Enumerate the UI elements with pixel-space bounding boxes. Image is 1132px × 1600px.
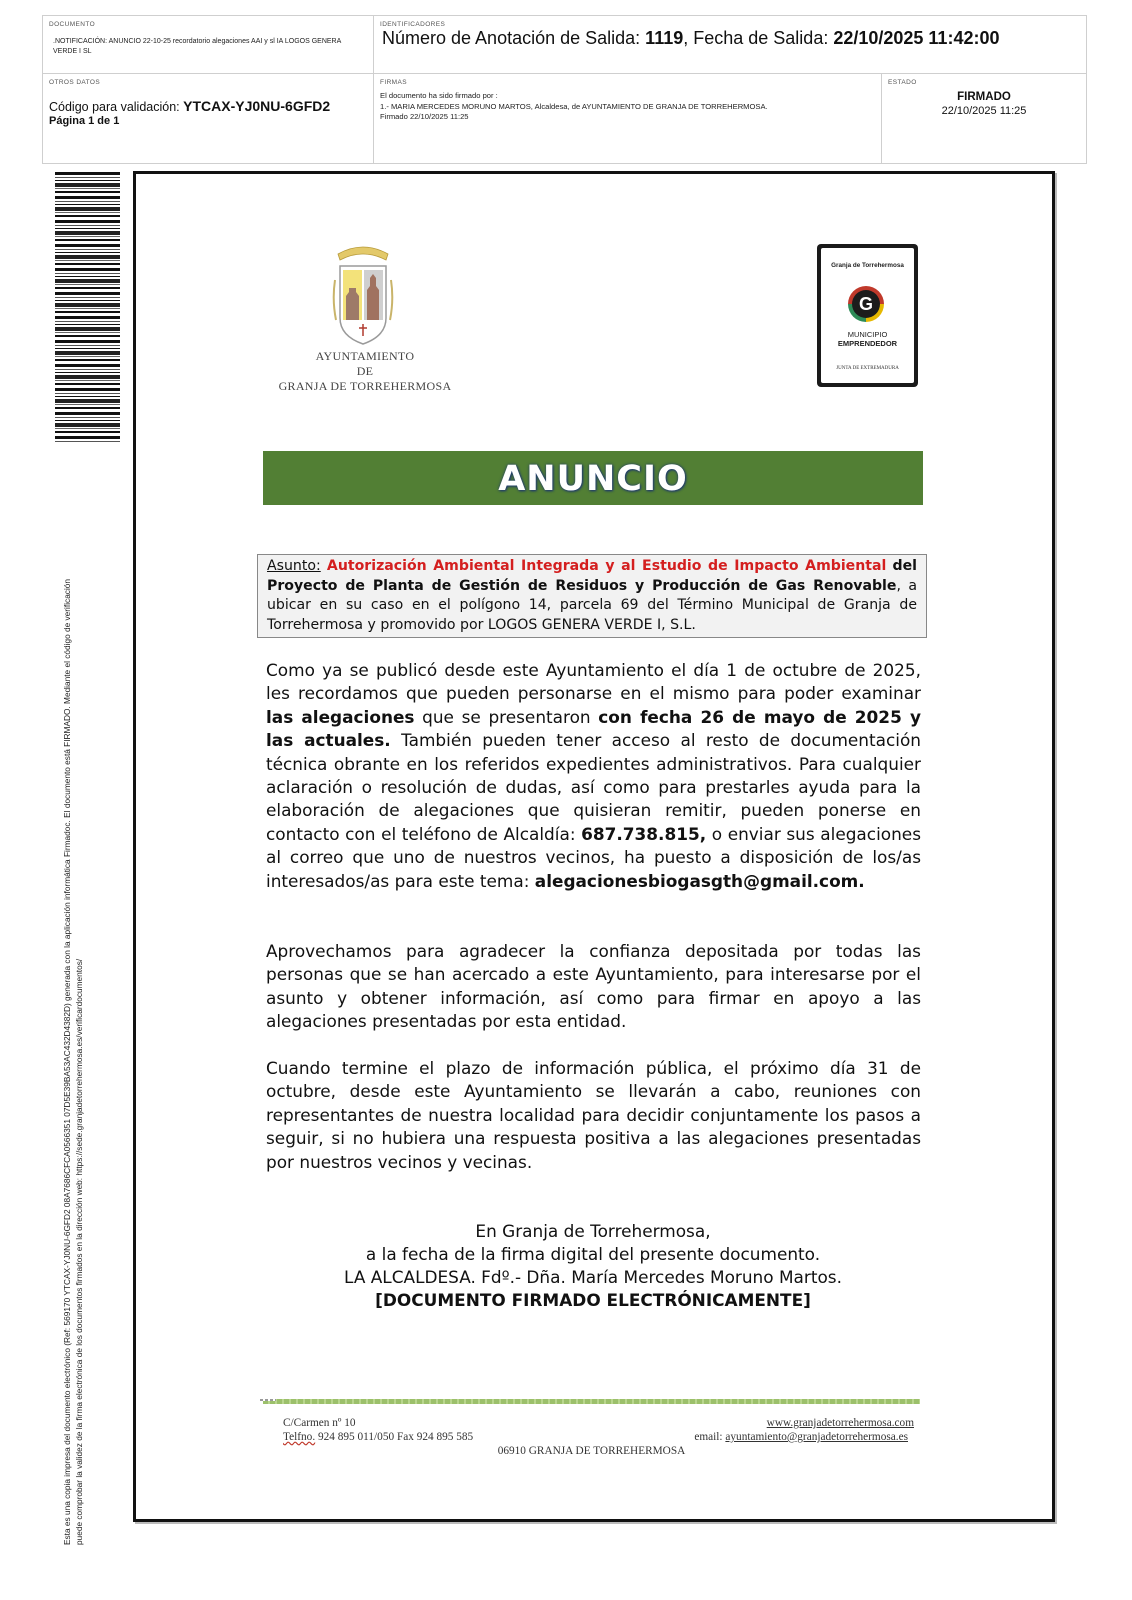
footer-phone-label: Telfno.	[283, 1431, 316, 1443]
anotacion-prefix: Número de Anotación de Salida:	[382, 28, 646, 48]
letterhead-footer	[263, 1417, 920, 1467]
badge-glyph: G	[852, 290, 880, 318]
coat-of-arms-icon	[332, 240, 394, 350]
signature-line: a la fecha de la firma digital del presente documento.	[365, 1244, 821, 1264]
contact-email[interactable]: alegacionesbiogasgth@gmail.com.	[534, 870, 865, 891]
firmas-line: El documento ha sido firmado por :	[380, 91, 498, 100]
anuncio-banner: ANUNCIO	[263, 451, 923, 505]
documento-label: DOCUMENTO	[49, 21, 96, 28]
documento-value: .NOTIFICACIÓN: ANUNCIO 22-10-25 recordatorio alegaciones AAI y sl IA LOGOS GENERA VERDE I SL	[53, 38, 341, 55]
text-run: o enviar sus alegaciones al correo que uno de nuestros vecinos, ha puesto a disposición de los/as interesados/as para este tema:	[266, 823, 921, 891]
anotacion-number: 1119	[645, 28, 684, 48]
power-g-icon	[848, 286, 884, 322]
asunto-highlight: Autorización Ambiental Integrada y al Estudio de Impacto Ambiental	[326, 558, 887, 574]
validation-code	[49, 98, 330, 114]
otros-datos-label: OTROS DATOS	[49, 79, 101, 86]
verification-side-text	[62, 445, 85, 1545]
firmas-line: Firmado 22/10/2025 11:25	[380, 112, 469, 121]
badge-line: MUNICIPIO	[847, 330, 888, 339]
asunto-project: del Proyecto de Planta de Gestión de Residuos y Producción de Gas Renovable	[267, 558, 918, 594]
ayuntamiento-line: GRANJA DE TORREHERMOSA	[278, 379, 452, 393]
status-badge: FIRMADO	[957, 91, 1011, 103]
firmas-text	[380, 91, 768, 123]
footer-website-link[interactable]: www.granjadetorrehermosa.com	[766, 1417, 914, 1429]
estado-cell	[882, 74, 1086, 163]
documento-cell	[43, 16, 374, 74]
text-run-bold: con fecha 26 de mayo de 2025 y las actuales.	[266, 706, 921, 751]
side-text-line: puede comprobar la validez de la firma electrónica de los documentos firmados en la dirección web: https://sede.granjadetorrehermosa.es/verificardocumentos/	[73, 958, 84, 1545]
fecha-salida: 22/10/2025 11:42:00	[833, 28, 1000, 48]
signature-electronic-note: [DOCUMENTO FIRMADO ELECTRÓNICAMENTE]	[375, 1290, 811, 1310]
signature-line: LA ALCALDESA. Fdº.- Dña. María Mercedes Moruno Martos.	[344, 1267, 842, 1287]
validation-code-label: Código para validación:	[49, 100, 184, 114]
ayuntamiento-line: DE	[356, 364, 374, 378]
badge-title	[821, 330, 914, 348]
signature-block	[263, 1220, 923, 1312]
body-paragraph-3: Cuando termine el plazo de información pública, el próximo día 31 de octubre, desde este Ayuntamiento se llevarán a cabo, reuniones con representantes de nuestra localidad para decidir conjuntamente los pasos a seguir, si no hubiera una respuesta positiva a las alegaciones presentadas por nuestros vecinos y vecinas.	[266, 1058, 921, 1172]
footer-phone	[283, 1431, 473, 1443]
status-date: 22/10/2025 11:25	[941, 105, 1027, 117]
badge-town-name: Granja de Torrehermosa	[831, 262, 904, 269]
badge-line: EMPRENDEDOR	[837, 339, 898, 348]
asunto-label: Asunto:	[267, 558, 321, 574]
validation-code-value[interactable]: YTCAX-YJ0NU-6GFD2	[183, 98, 331, 114]
estado-label: ESTADO	[888, 79, 917, 86]
identificadores-cell	[374, 16, 1086, 74]
body-paragraph-2: Aprovechamos para agradecer la confianza depositada por todas las personas que se han acercado a este Ayuntamiento, para interesarse por el asunto y obtener información, así como para firmar en apoyo a las alegaciones presentadas por esta entidad.	[266, 941, 921, 1032]
firmas-cell	[374, 74, 882, 163]
fecha-prefix: , Fecha de Salida:	[683, 28, 834, 48]
footer-divider	[263, 1399, 920, 1404]
footer-email	[694, 1431, 908, 1443]
otros-datos-cell	[43, 74, 374, 163]
text-run-bold: las alegaciones	[266, 706, 415, 727]
badge-junta: JUNTA DE EXTREMADURA	[836, 366, 899, 371]
barcode-image	[55, 172, 120, 442]
footer-email-label: email:	[694, 1431, 726, 1443]
identificadores-label: IDENTIFICADORES	[380, 21, 446, 28]
anotacion-salida	[382, 28, 999, 49]
ayuntamiento-logo	[270, 228, 460, 398]
ayuntamiento-name	[270, 349, 460, 394]
footer-phone-value: 924 895 011/050 Fax 924 895 585	[315, 1431, 474, 1443]
signature-line: En Granja de Torrehermosa,	[475, 1221, 711, 1241]
firmas-line: 1.- MARIA MERCEDES MORUNO MARTOS, Alcaldesa, de AYUNTAMIENTO DE GRANJA DE TORREHERMOSA.	[380, 101, 768, 111]
municipio-emprendedor-badge	[817, 244, 918, 387]
asunto-box	[257, 554, 927, 638]
body-paragraph-1	[266, 659, 921, 893]
signature-metadata-header	[42, 15, 1087, 164]
phone-number: 687.738.815,	[581, 823, 707, 844]
text-run: También pueden tener acceso al resto de documentación técnica obrante en los referidos expedientes administrativos. Para cualquier aclaración o resolución de dudas, así como para prestarles ayuda para la elaboración de alegaciones que quisieran remitir, pueden ponerse en contacto con el teléfono de Alcaldía:	[266, 730, 921, 844]
ayuntamiento-line: AYUNTAMIENTO	[315, 349, 415, 363]
footer-email-link[interactable]: ayuntamiento@granjadetorrehermosa.es	[725, 1431, 908, 1443]
asunto-details: , a ubicar en su caso en el polígono 14, parcela 69 del Término Municipal de Granja de Torrehermosa y promovido por LOGOS GENERA VERDE I, S.L.	[267, 577, 917, 633]
text-run: Como ya se publicó desde este Ayuntamiento el día 1 de octubre de 2025, les recordamos que pueden personarse en el mismo para poder examinar	[266, 660, 921, 704]
firmas-label: FIRMAS	[380, 79, 407, 86]
footer-city: 06910 GRANJA DE TORREHERMOSA	[497, 1445, 686, 1457]
text-run: que se presentaron	[414, 706, 599, 727]
page-indicator: Página 1 de 1	[49, 115, 120, 127]
footer-address: C/Carmen nº 10	[283, 1417, 356, 1429]
side-text-line: Esta es una copia impresa del documento electrónico (Ref: 569170 YTCAX-YJ0NU-6GFD2 08A7686CFCA0566351 07D5E39BA53AC432D4382D) generada con la aplicación informática Firmadoc. El documento está FIRMADO. Mediante el código de verificación	[62, 578, 72, 1545]
